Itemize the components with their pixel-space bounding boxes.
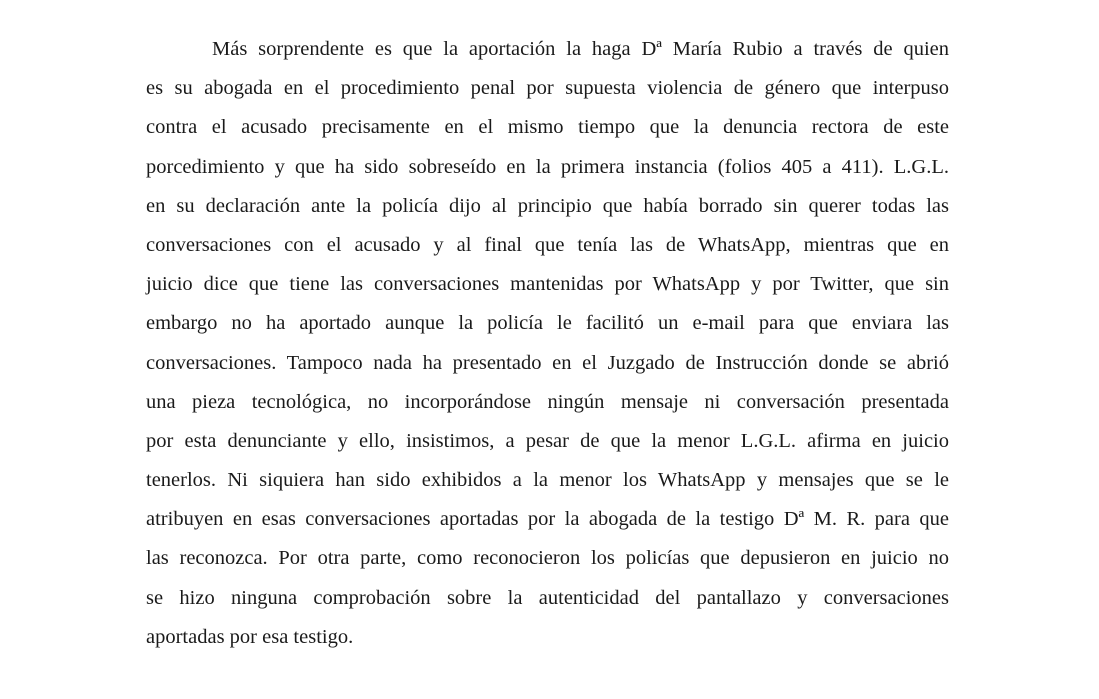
- paragraph-line: conversaciones con el acusado y al final que tenía las de WhatsApp, mientras que en: [146, 233, 949, 256]
- paragraph-line: Más sorprendente es que la aportación la haga Dª María Rubio a través de quien: [212, 38, 949, 60]
- paragraph-line: aportadas por esa testigo.: [146, 625, 354, 648]
- paragraph-line: por esta denunciante y ello, insistimos, a pesar de que la menor L.G.L. afirma en juicio: [146, 429, 949, 452]
- paragraph-line: porcedimiento y que ha sido sobreseído en la primera instancia (folios 405 a 411). L.G.L.: [146, 155, 949, 178]
- paragraph-line: contra el acusado precisamente en el mismo tiempo que la denuncia rectora de este: [146, 116, 949, 139]
- paragraph-line: conversaciones. Tampoco nada ha presentado en el Juzgado de Instrucción donde se abrió: [146, 351, 949, 374]
- paragraph-line: se hizo ninguna comprobación sobre la autenticidad del pantallazo y conversaciones: [146, 586, 949, 609]
- paragraph-line: juicio dice que tiene las conversaciones mantenidas por WhatsApp y por Twitter, que sin: [146, 273, 949, 296]
- paragraph-line: atribuyen en esas conversaciones aportadas por la abogada de la testigo Dª M. R. para que: [146, 508, 949, 531]
- paragraph-line: las reconozca. Por otra parte, como reconocieron los policías que depusieron en juicio no: [146, 547, 949, 570]
- paragraph-line: una pieza tecnológica, no incorporándose ningún mensaje ni conversación presentada: [146, 390, 949, 413]
- paragraph-line: tenerlos. Ni siquiera han sido exhibidos a la menor los WhatsApp y mensajes que se le: [146, 469, 949, 492]
- body-paragraph: [146, 30, 949, 657]
- paragraph-line: es su abogada en el procedimiento penal por supuesta violencia de género que interpuso: [146, 77, 949, 100]
- paragraph-line: embargo no ha aportado aunque la policía le facilitó un e-mail para que enviara las: [146, 312, 949, 335]
- paragraph-line: en su declaración ante la policía dijo al principio que había borrado sin querer todas las: [146, 194, 949, 217]
